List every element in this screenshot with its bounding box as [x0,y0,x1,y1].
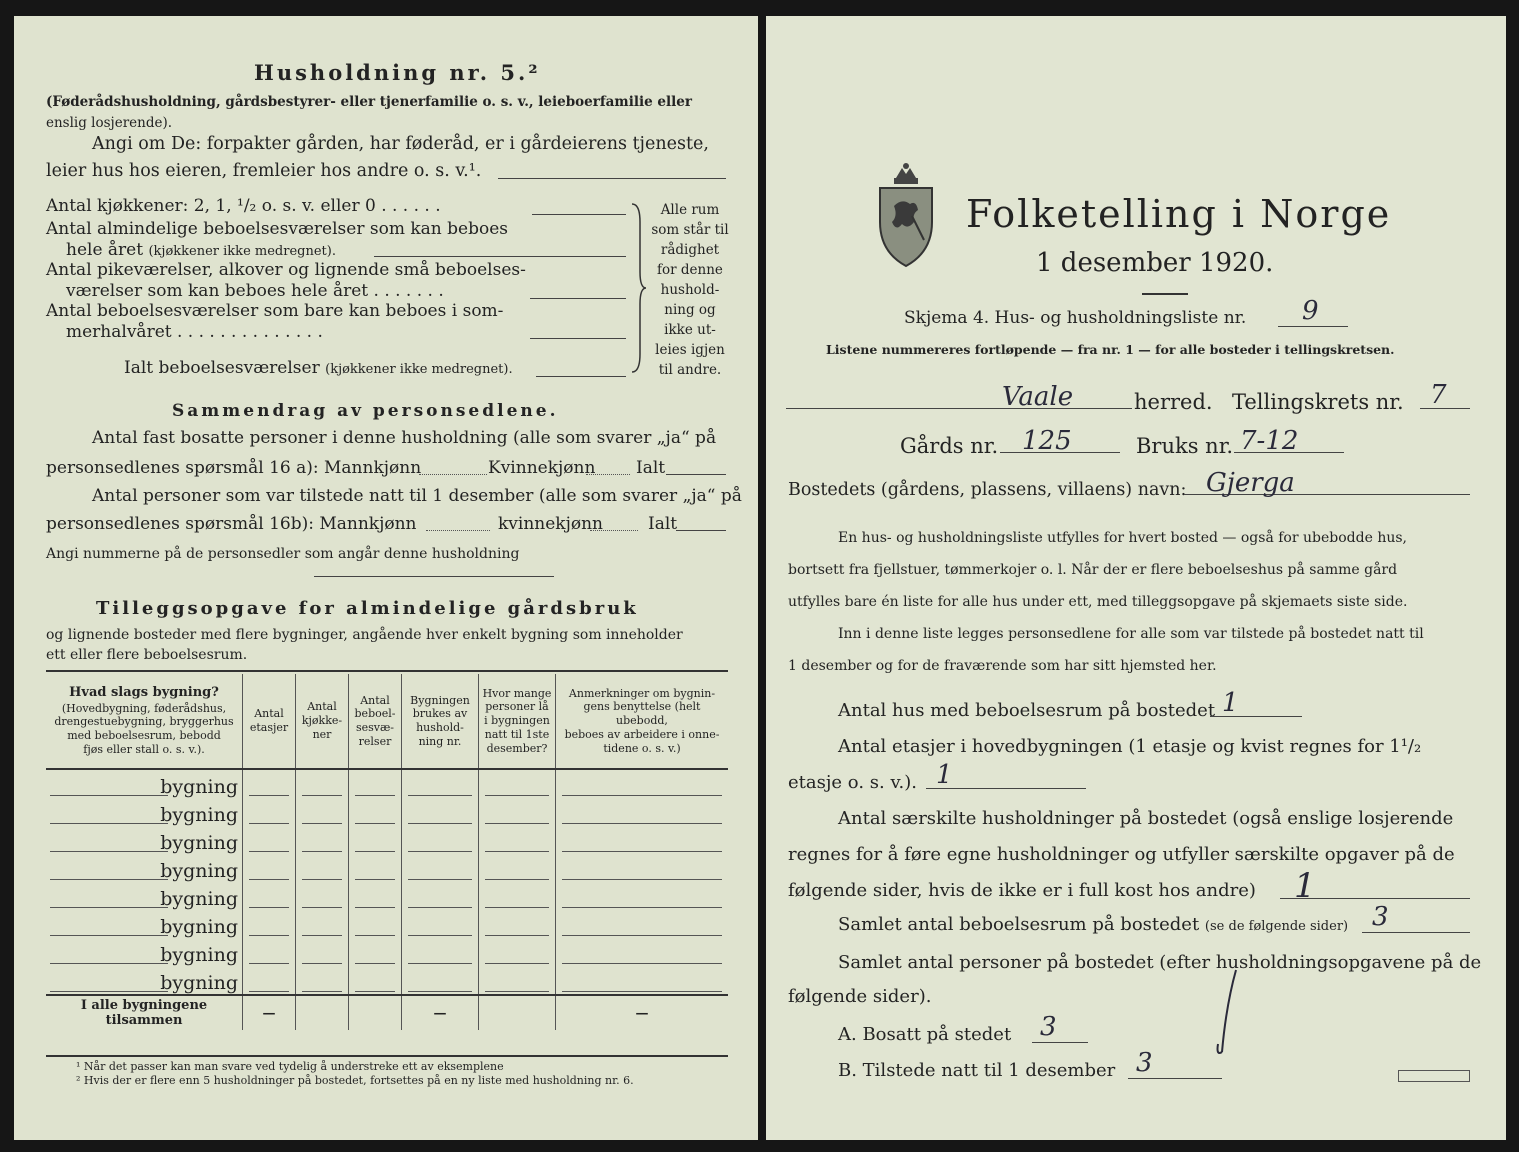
table-cell [243,966,296,995]
q-small-rooms-a: Antal pikeværelser, alkover og lignende små beboelses- [46,260,526,280]
skjema-label: Skjema 4. Hus- og husholdningsliste nr. [904,308,1247,328]
side-note-line: Alle rum [660,202,720,218]
cell-underline [562,990,722,992]
table-cell [243,769,296,798]
cell-underline [408,990,472,992]
table-cell [402,910,479,938]
cell-underline [562,794,722,796]
cell-underline [485,794,549,796]
building-table [46,674,728,1030]
table-cell [402,854,479,882]
cell-underline [249,906,289,908]
table-cell [349,910,402,938]
col-rooms-text: Antal [360,693,390,707]
a1-label: Antal hus med beboelsesrum på bostedet [838,700,1216,721]
cell-underline [562,962,722,964]
cell-underline [302,794,342,796]
aB-line [1128,1078,1222,1079]
table-cell [556,910,729,938]
table-cell [556,798,729,826]
summary-line-2b: personsedlenes spørsmål 16b): Mannkjønn [46,514,417,534]
a2-line-b: etasje o. s. v.). [788,772,917,793]
bruks-value: 7-12 [1240,426,1299,456]
extra-sub-1: og lignende bosteder med flere bygninger, angående hver enkelt bygning som inneholder [46,627,683,643]
footnote-2: ² Hvis der er flere enn 5 husholdninger på bostedet, fortsettes på en ny liste med husholdning nr. 6. [76,1074,634,1087]
q-small-rooms-line [530,298,626,299]
col-rooms-text: relser [358,734,392,748]
table-row [46,966,728,995]
table-header [46,674,728,769]
cell-underline [249,934,289,936]
bruks-label: Bruks nr. [1136,434,1234,458]
col-persons-text: natt til 1ste [484,727,550,741]
table-cell [243,854,296,882]
table-row [46,798,728,826]
summary-line-1a: Antal fast bosatte personer i denne husholdning (alle som svarer „ja“ på [92,428,717,448]
table-cell [349,826,402,854]
table-cell [296,798,349,826]
skjema-value: 9 [1302,296,1319,326]
table-cell [479,826,556,854]
q-total-small: (kjøkkener ikke medregnet). [325,362,513,377]
side-note-line: ikke ut- [664,322,716,338]
q-kitchens: Antal kjøkkener: 2, 1, ¹/₂ o. s. v. eller 0 . . . . . . [46,196,441,216]
bracket-mark-icon [1206,966,1246,1066]
cell-underline [249,794,289,796]
cell-underline [302,878,342,880]
table-cell [296,769,349,798]
q-rooms-b-text: hele året [66,240,144,260]
table-cell [479,769,556,798]
s1-male-dots [419,474,487,475]
household-subtitle: (Føderådshusholdning, gårdsbestyrer- eller tjenerfamilie o. s. v., leieboerfamilie eller [46,94,692,110]
cell-underline [485,906,549,908]
col-floors [243,674,296,769]
s1-total-line [666,474,726,475]
printer-stamp [1398,1070,1470,1082]
table-cell [479,882,556,910]
table-cell [349,798,402,826]
summary-numbers-line [314,576,554,577]
gards-label: Gårds nr. [900,434,999,458]
total-label: I alle bygningene tilsammen [46,995,243,1030]
col-kitchens [296,674,349,769]
a4-value: 3 [1372,902,1389,932]
col-floors-text: etasjer [249,721,289,734]
cell-underline [249,990,289,992]
col-used-by-text: Bygningen [410,693,470,707]
total-empty [296,995,349,1030]
table-cell [296,826,349,854]
col-rooms [349,674,402,769]
col-used-by-text: ning nr. [418,734,462,748]
a5-line-b: følgende sider). [788,986,932,1007]
table-cell [556,826,729,854]
table-cell [243,938,296,966]
a3-value: 1 [1294,866,1316,906]
cell-underline [302,906,342,908]
q-rooms-b [66,240,336,260]
summary-title: Sammendrag av personsedlene. [172,401,559,421]
col-remarks-text: gens benyttelse (helt ubebodd, [583,700,701,728]
col-used-by-text: brukes av [412,707,468,721]
instr-p4: Inn i denne liste legges personsedlene for alle som var tilstede på bostedet natt til [838,626,1424,642]
cell-underline [562,878,722,880]
a4-label-small: (se de følgende sider) [1204,919,1349,934]
cell-underline [485,962,549,964]
table-cell [479,798,556,826]
cell-underline [355,822,395,824]
col-floors-text: Antal [254,707,284,721]
summary-female-1: Kvinnekjønn [488,458,596,478]
tellingskrets-value: 7 [1430,380,1447,410]
building-label: bygning [46,966,243,995]
summary-line-2a: Antal personer som var tilstede natt til 1 desember (alle som svarer „ja“ på [92,486,742,506]
summary-total-1: Ialt [636,458,666,478]
cell-underline [485,934,549,936]
main-title: Folketelling i Norge [966,192,1392,236]
table-cell [402,882,479,910]
left-page [14,16,758,1140]
a4-line [1362,932,1470,933]
table-cell [349,882,402,910]
cell-underline [302,934,342,936]
col-remarks-text: tidene o. s. v.) [603,741,681,755]
total-dash: — [243,995,296,1030]
col-remarks [556,674,729,769]
cell-underline [408,906,472,908]
table-cell [349,769,402,798]
angi-line-1: Angi om De: forpakter gården, har føderåd, er i gårdeierens tjeneste, [92,134,709,154]
q-total [124,358,513,378]
cell-underline [249,878,289,880]
herred-label: herred. [1134,390,1213,414]
table-cell [296,938,349,966]
table-cell [556,938,729,966]
table-cell [556,966,729,995]
bosted-label: Bostedets (gårdens, plassens, villaens) navn: [788,480,1187,500]
building-label: bygning [46,826,243,854]
cell-underline [302,850,342,852]
a3-line-a: Antal særskilte husholdninger på bostedet (også enslige losjerende [838,808,1454,829]
household-title: Husholdning nr. 5.² [254,60,541,85]
census-date: 1 desember 1920. [1036,248,1274,278]
summary-female-2: kvinnekjønn [498,514,604,534]
col-rooms-text: sesvæ- [355,721,395,734]
cell-underline [485,822,549,824]
cell-underline [562,934,722,936]
col-persons-text: personer lå [485,700,549,714]
bosted-value: Gjerga [1206,468,1295,498]
right-page [766,16,1506,1140]
side-note-line: leies igjen [655,342,725,358]
table-cell [556,854,729,882]
cell-underline [562,850,722,852]
summary-line-1b: personsedlenes spørsmål 16 a): Mannkjønn [46,458,422,478]
aB-value: 3 [1136,1048,1153,1078]
extra-title: Tilleggsopgave for almindelige gårdsbruk [96,598,639,619]
angi-line-2: leier hus hos eieren, fremleier hos andre o. s. v.¹. [46,161,482,181]
building-label: bygning [46,769,243,798]
coat-of-arms-icon [872,158,940,270]
cell-underline [408,962,472,964]
table-total-row [46,995,728,1030]
col-persons [479,674,556,769]
table-cell [296,854,349,882]
footnote-1: ¹ Når det passer kan man svare ved tydelig å understreke ett av eksemplene [76,1060,504,1073]
table-cell [402,938,479,966]
col-building-type [46,674,243,769]
q-rooms-a: Antal almindelige beboelsesværelser som kan beboes [46,219,508,239]
a4-label [838,914,1348,935]
col-persons-text: i bygningen [484,714,550,728]
a4-label-text: Samlet antal beboelsesrum på bostedet [838,914,1200,935]
table-cell [402,798,479,826]
building-label: bygning [46,938,243,966]
building-label: bygning [46,798,243,826]
table-cell [402,769,479,798]
extra-sub-2: ett eller flere beboelsesrum. [46,647,248,663]
table-cell [296,910,349,938]
cell-underline [302,962,342,964]
col-used-by [402,674,479,769]
table-cell [402,826,479,854]
s2-male-dots [426,530,490,531]
household-subtitle-2: enslig losjerende). [46,115,173,131]
cell-underline [485,850,549,852]
table-cell [243,826,296,854]
table-row [46,882,728,910]
side-note-line: ning og [664,302,716,318]
col-building-desc: med beboelsesrum, bebodd [67,729,221,743]
table-row [46,910,728,938]
total-dash: — [402,995,479,1030]
total-dash: — [556,995,729,1030]
s1-female-dots [586,474,630,475]
q-summer-line [530,338,626,339]
table-cell [243,910,296,938]
cell-underline [355,878,395,880]
table-body [46,769,728,995]
s2-female-dots [590,530,638,531]
q-summer-b: merhalvåret . . . . . . . . . . . . . . [66,322,323,342]
table-row [46,854,728,882]
table-row [46,938,728,966]
col-kitchens-text: kjøkke- [301,714,343,728]
table-cell [402,966,479,995]
col-remarks-text: Anmerkninger om bygnin- [568,686,716,700]
table-cell [556,769,729,798]
table-cell [296,966,349,995]
instr-p3: utfylles bare én liste for alle hus under ett, med tilleggsopgave på skjemaets siste side. [788,594,1408,610]
aB-label: B. Tilstede natt til 1 desember [838,1060,1116,1081]
cell-underline [355,850,395,852]
cell-underline [408,794,472,796]
cell-underline [302,990,342,992]
herred-line [786,408,1132,409]
aA-line [1032,1042,1088,1043]
gards-value: 125 [1022,426,1072,456]
herred-value: Vaale [1002,382,1074,412]
col-kitchens-text: Antal [307,700,337,714]
q-rooms-b-small: (kjøkkener ikke medregnet). [148,244,336,259]
side-note-line: som står til [651,222,729,238]
col-building-desc: fjøs eller stall o. s. v.). [83,742,205,756]
table-cell [479,966,556,995]
q-rooms-line [374,256,626,257]
angi-answer-line [498,178,726,179]
side-note-line: rådighet [660,242,720,258]
table-cell [556,882,729,910]
cell-underline [562,822,722,824]
a2-line-a: Antal etasjer i hovedbygningen (1 etasje og kvist regnes for 1¹/₂ [838,736,1422,757]
total-empty [479,995,556,1030]
aA-value: 3 [1040,1012,1057,1042]
cell-underline [562,906,722,908]
col-building-title: Hvad slags bygning? [69,685,219,701]
table-cell [349,854,402,882]
a3-line-c: følgende sider, hvis de ikke er i full kost hos andre) [788,880,1256,901]
table-cell [349,938,402,966]
skjema-line [1278,326,1348,327]
building-label: bygning [46,854,243,882]
q-kitchens-line [532,214,626,215]
title-rule [1142,293,1188,295]
cell-underline [408,934,472,936]
instr-p2: bortsett fra fjellstuer, tømmerkojer o. l. Når der er flere beboelseshus på samme gård [788,562,1398,578]
cell-underline [355,906,395,908]
side-note-line: for denne [657,262,723,278]
cell-underline [485,990,549,992]
cell-underline [408,822,472,824]
col-remarks-text: beboes av arbeidere i onne- [564,727,720,741]
cell-underline [408,878,472,880]
s2-total-line [676,530,726,531]
table-cell [479,854,556,882]
table-cell [243,882,296,910]
tellingskrets-label: Tellingskrets nr. [1232,390,1404,414]
col-used-by-text: hushold- [416,721,464,734]
side-note-line: til andre. [658,362,722,378]
instr-p5: 1 desember og for de fraværende som har sitt hjemsted her. [788,658,1217,674]
instr-p1: En hus- og husholdningsliste utfylles for hvert bosted — også for ubebodde hus, [838,530,1407,546]
cell-underline [408,850,472,852]
a2-value: 1 [936,760,953,790]
cell-underline [355,990,395,992]
col-building-desc: drengestuebygning, bryggerhus [54,715,234,729]
a1-value: 1 [1222,688,1239,718]
summary-total-2: Ialt [648,514,678,534]
table-cell [243,798,296,826]
q-total-text: Ialt beboelsesværelser [124,358,320,378]
table-top-rule [46,670,728,672]
table-row [46,826,728,854]
a5-line-a: Samlet antal personer på bostedet (efter husholdningsopgavene på de [838,952,1482,973]
col-kitchens-text: ner [312,727,332,741]
building-label: bygning [46,882,243,910]
q-small-rooms-b: værelser som kan beboes hele året . . . . . . . [66,281,444,301]
side-note [642,200,738,380]
total-empty [349,995,402,1030]
table-cell [349,966,402,995]
cell-underline [355,962,395,964]
cell-underline [249,962,289,964]
table-bottom-rule [46,1055,728,1057]
cell-underline [355,794,395,796]
listene-note: Listene nummereres fortløpende — fra nr. 1 — for alle bosteder i tellingskretsen. [826,342,1395,357]
cell-underline [302,822,342,824]
col-persons-text: Hvor mange [482,686,552,700]
aA-label: A. Bosatt på stedet [838,1024,1012,1045]
cell-underline [249,850,289,852]
col-persons-text: desember? [486,741,548,755]
side-note-line: hushold- [660,282,720,298]
q-total-line [536,376,626,377]
cell-underline [249,822,289,824]
cell-underline [485,878,549,880]
q-summer-a: Antal beboelsesværelser som bare kan beboes i som- [46,301,504,321]
col-rooms-text: beboel- [354,707,396,721]
table-row [46,769,728,798]
cell-underline [355,934,395,936]
table-cell [296,882,349,910]
table-cell [479,910,556,938]
col-building-desc: (Hovedbygning, føderådshus, [61,701,227,715]
a3-line-b: regnes for å føre egne husholdninger og utfyller særskilte opgaver på de [788,844,1455,865]
table-cell [479,938,556,966]
building-label: bygning [46,910,243,938]
summary-numbers: Angi nummerne på de personsedler som angår denne husholdning [46,546,520,562]
